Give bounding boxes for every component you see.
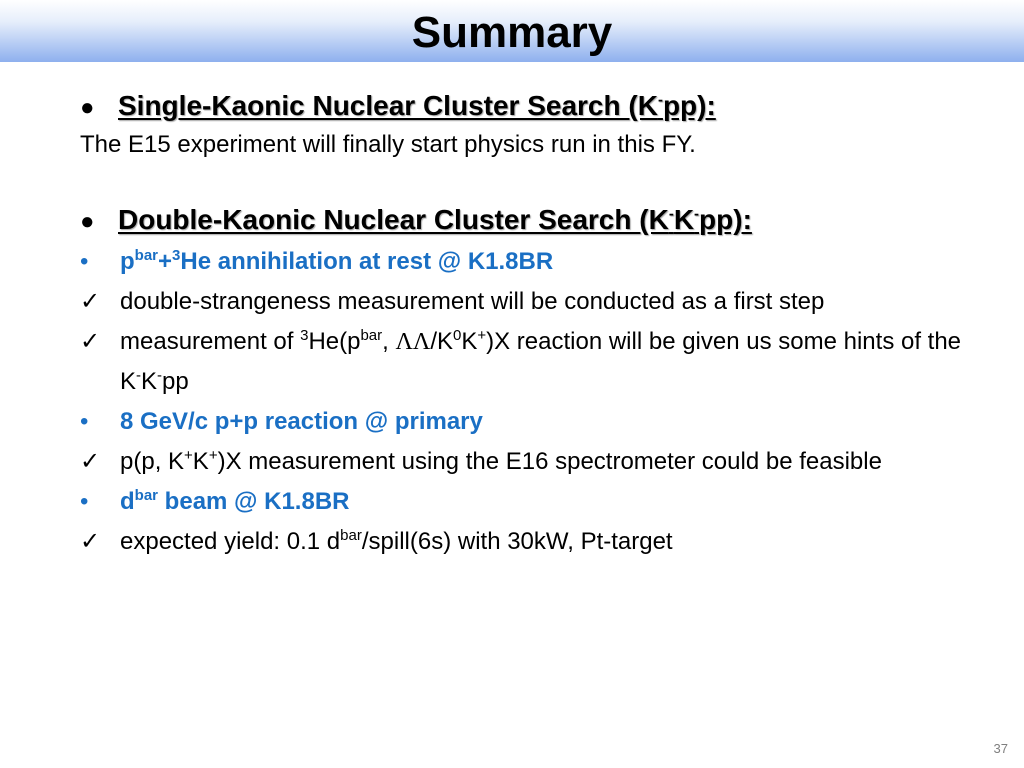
checkmark-icon: ✓ bbox=[80, 328, 101, 355]
list-item-expected-yield: ✓ expected yield: 0.1 $d^{bar}/spill(6s)$ with 30kW, Pt-target bbox=[80, 522, 980, 562]
list-item-pbar-he3: • $p^{bar}+^3He$ annihilation at rest @ K1.8BR bbox=[80, 242, 980, 282]
section-heading-single-kaonic: ● Single-Kaonic Nuclear Cluster Search (K-pp): bbox=[80, 86, 980, 128]
list-item-dbar-beam: • $d^{bar}$ beam @ K1.8BR bbox=[80, 482, 980, 522]
bullet-icon: ● bbox=[80, 208, 95, 235]
list-item-pp-reaction: • 8 GeV/c p+p reaction @ primary bbox=[80, 402, 980, 442]
list-item-e16-spectrometer: ✓ p(p, K+K+)X measurement using the E16 spectrometer could be feasible bbox=[80, 442, 980, 482]
section-body-e15: The E15 experiment will finally start physics run in this FY. bbox=[80, 131, 696, 158]
bullet-icon: ● bbox=[80, 94, 95, 121]
bullet-dot-icon: • bbox=[80, 408, 89, 435]
checkmark-icon: ✓ bbox=[80, 288, 101, 315]
list-item-measurement-he3: ✓ measurement of $^3He(p^{bar}$, $\Lambda\Lambda/K^0K^+)X$ reaction will be given us some hints of the K-K-pp bbox=[80, 322, 980, 402]
slide-content bbox=[80, 86, 980, 562]
bullet-dot-icon: • bbox=[80, 248, 89, 275]
checkmark-icon: ✓ bbox=[80, 448, 101, 475]
bullet-dot-icon: • bbox=[80, 488, 89, 515]
slide-title: Summary bbox=[411, 8, 613, 57]
list-item-double-strangeness: ✓ double-strangeness measurement will be conducted as a first step bbox=[80, 282, 980, 322]
section-heading-double-kaonic: ● Double-Kaonic Nuclear Cluster Search (K-K-pp): bbox=[80, 200, 980, 242]
page-number: 37 bbox=[993, 741, 1008, 756]
checkmark-icon: ✓ bbox=[80, 528, 101, 555]
